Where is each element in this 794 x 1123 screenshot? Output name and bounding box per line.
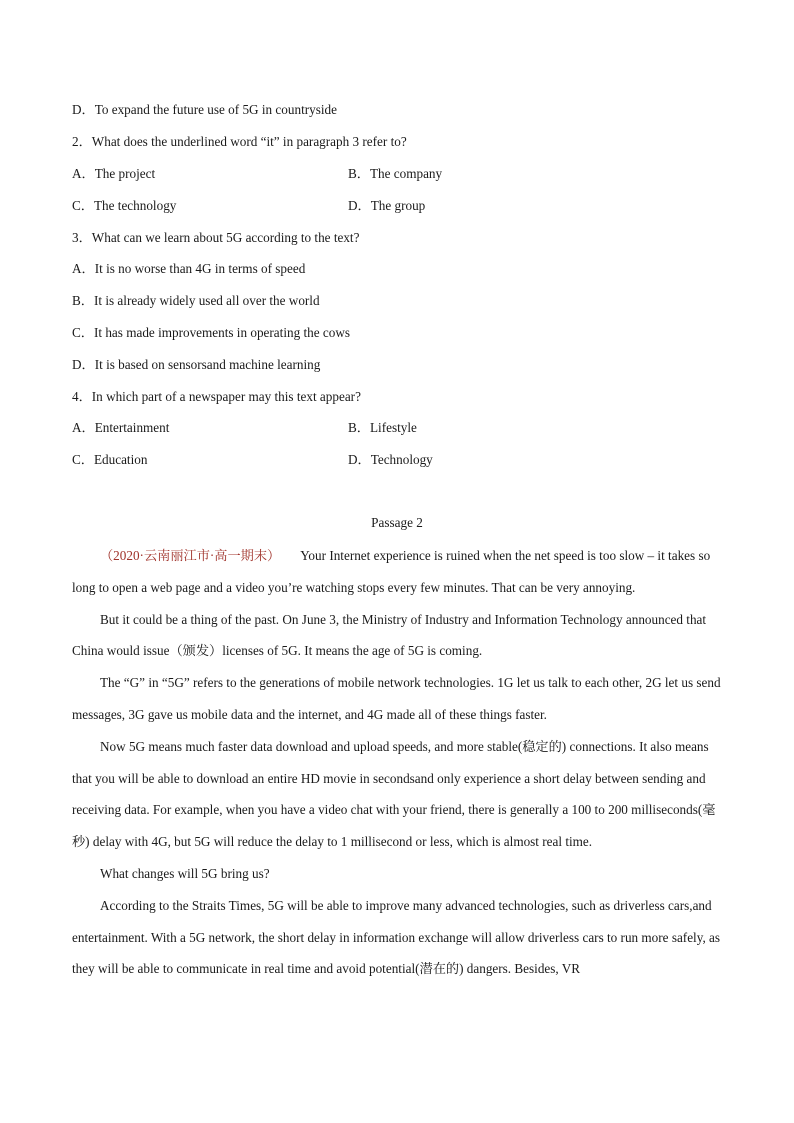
paragraph-5 bbox=[72, 858, 722, 890]
paragraph-1-text: Your Internet experience is ruined when the net speed is too slow – it takes so long to open a web page and a video you’re watching stops every few minutes. That can be very annoying. bbox=[72, 548, 711, 595]
q3-option-d: D．It is based on sensorsand machine learning bbox=[72, 357, 321, 372]
q4-stem: 4．In which part of a newspaper may this text appear? bbox=[72, 389, 361, 404]
q4-option-d: D．Technology bbox=[348, 452, 433, 467]
paragraph-2-text: But it could be a thing of the past. On June 3, the Ministry of Industry and Information Technology announced that China would issue（颁发）licenses of 5G. It means the age of 5G is coming. bbox=[72, 611, 707, 659]
q3-option-b: B．It is already widely used all over the world bbox=[72, 293, 320, 308]
q2-option-a: A．The project bbox=[72, 166, 156, 181]
paragraph-6-text: According to the Straits Times, 5G will be able to improve many advanced technologies, such as driverless cars,and entertainment. With a 5G network, the short delay in information exchange will allow driverless cars to run more safely, as they will be able to communicate in real time and avoid potential(潜在的) dangers. Besides, VR bbox=[72, 897, 721, 977]
q2-option-row-1 bbox=[72, 165, 155, 183]
q3-stem: 3．What can we learn about 5G according to the text? bbox=[72, 230, 360, 245]
paragraph-5-text: What changes will 5G bring us? bbox=[100, 865, 270, 881]
paragraph-6 bbox=[72, 890, 722, 985]
q3-option-a: A．It is no worse than 4G in terms of speed bbox=[72, 261, 306, 276]
q2-option-c: C．The technology bbox=[72, 198, 177, 213]
paragraph-4 bbox=[72, 731, 722, 858]
paragraph-4-text: Now 5G means much faster data download and upload speeds, and more stable(稳定的) connections. It also means that you will be able to download an entire HD movie in secondsand only experience a short delay between sending and receiving data. For example, when you have a video chat with your friend, there is generally a 100 to 200 milliseconds(毫秒) delay with 4G, but 5G will reduce the delay to 1 millisecond or less, which is almost real time. bbox=[72, 738, 716, 850]
q4-option-a: A．Entertainment bbox=[72, 420, 170, 435]
passage-body bbox=[72, 540, 722, 985]
q2-option-d: D．The group bbox=[348, 198, 426, 213]
paragraph-1 bbox=[72, 540, 722, 604]
q4-option-c: C．Education bbox=[72, 452, 148, 467]
q2-stem: 2．What does the underlined word “it” in paragraph 3 refer to? bbox=[72, 134, 407, 149]
q4-option-b: B．Lifestyle bbox=[348, 420, 417, 435]
q2-option-b: B．The company bbox=[348, 166, 443, 181]
paragraph-3-text: The “G” in “5G” refers to the generations of mobile network technologies. 1G let us talk to each other, 2G let us send messages, 3G gave us mobile data and the internet, and 4G made all of these things faster. bbox=[72, 675, 721, 722]
passage-heading: Passage 2 bbox=[371, 515, 423, 530]
paragraph-2 bbox=[72, 604, 722, 668]
paragraph-3 bbox=[72, 667, 722, 731]
source-tag: （2020·云南丽江市·高一期末） bbox=[100, 548, 281, 563]
q3-option-c: C．It has made improvements in operating the cows bbox=[72, 325, 350, 340]
q1-option-d: D．To expand the future use of 5G in countryside bbox=[72, 102, 337, 117]
